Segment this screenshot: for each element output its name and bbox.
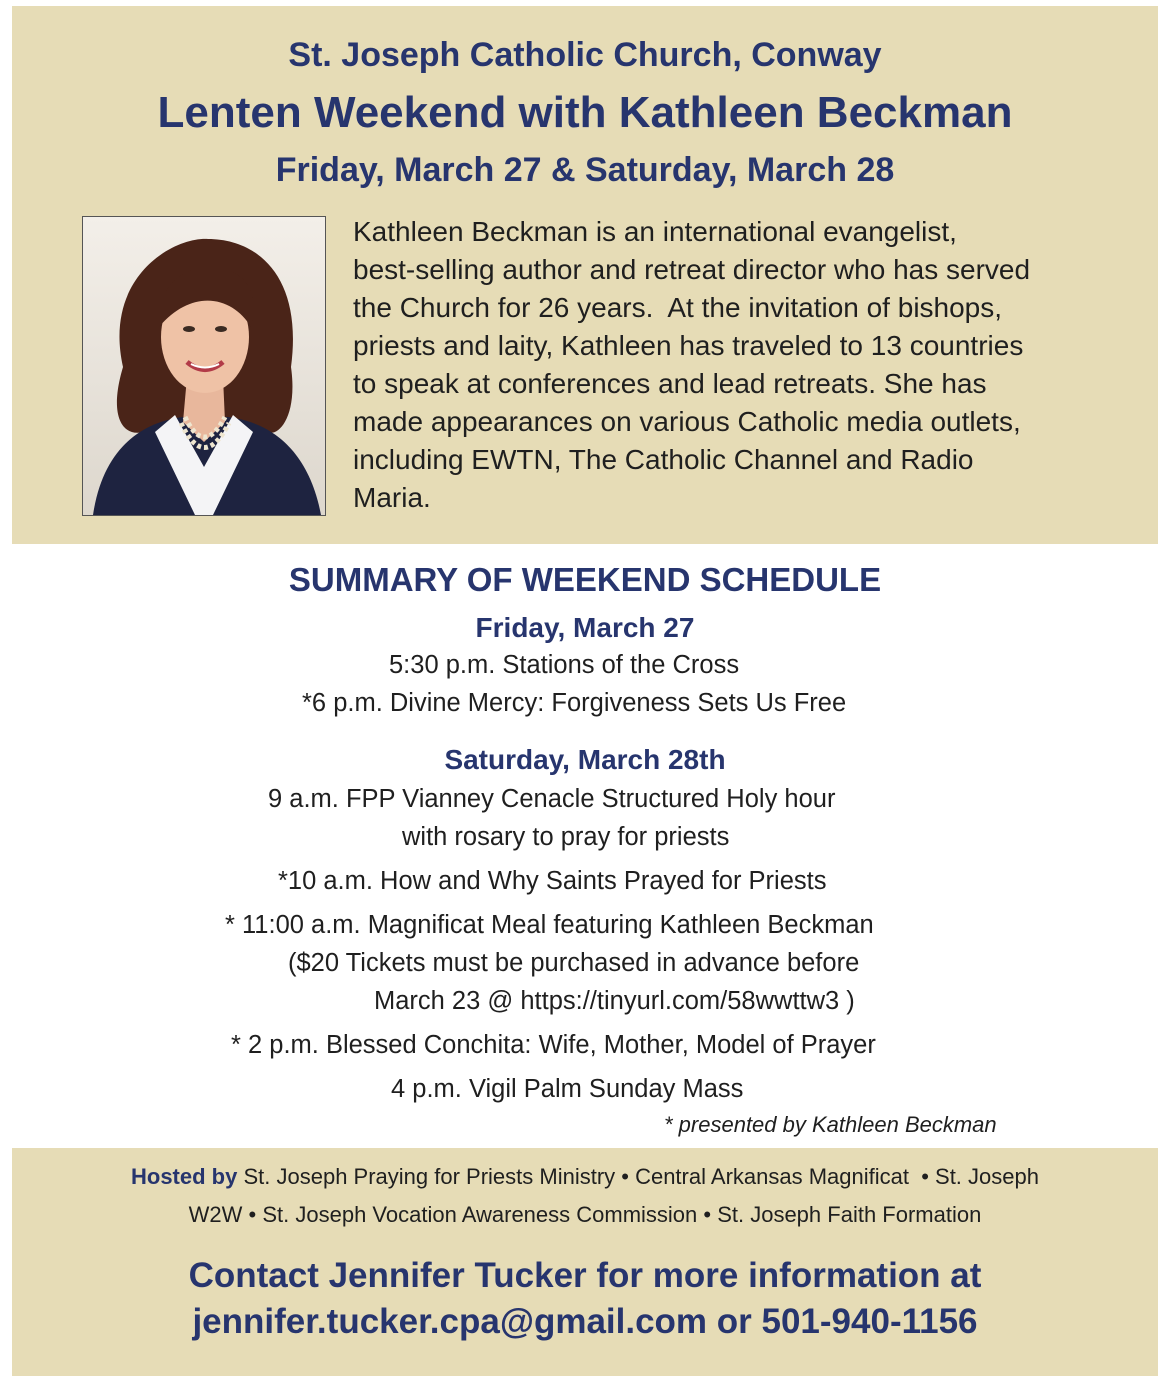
schedule-item: 5:30 p.m. Stations of the Cross bbox=[389, 651, 740, 679]
bio-line: Maria. bbox=[353, 482, 431, 513]
footer-panel bbox=[12, 1148, 1158, 1376]
schedule-item: ($20 Tickets must be purchased in advance before bbox=[288, 949, 860, 977]
schedule-item: *6 p.m. Divine Mercy: Forgiveness Sets Us Free bbox=[302, 689, 847, 717]
bio-line: made appearances on various Catholic media outlets, bbox=[353, 406, 1021, 437]
presenter-footnote: * presented by Kathleen Beckman bbox=[664, 1112, 997, 1137]
church-name: St. Joseph Catholic Church, Conway bbox=[288, 36, 882, 74]
schedule-item: with rosary to pray for priests bbox=[402, 823, 730, 851]
bio-line: priests and laity, Kathleen has traveled to 13 countries bbox=[353, 330, 1024, 361]
bio-line: best-selling author and retreat director who has served bbox=[353, 254, 1031, 285]
schedule-title: SUMMARY OF WEEKEND SCHEDULE bbox=[288, 561, 882, 598]
schedule-item: March 23 @ https://tinyurl.com/58wwttw3 ) bbox=[374, 987, 855, 1015]
contact-email-phone[interactable]: jennifer.tucker.cpa@gmail.com or 501-940-1156 bbox=[192, 1302, 978, 1341]
event-title: Lenten Weekend with Kathleen Beckman bbox=[157, 88, 1013, 137]
flyer bbox=[12, 6, 1158, 1376]
schedule-item: * 2 p.m. Blessed Conchita: Wife, Mother, Model of Prayer bbox=[231, 1031, 876, 1059]
speaker-photo bbox=[82, 216, 326, 516]
schedule-item: * 11:00 a.m. Magnificat Meal featuring Kathleen Beckman bbox=[225, 911, 874, 939]
bio-line: Kathleen Beckman is an international evangelist, bbox=[353, 216, 957, 247]
bio-line: including EWTN, The Catholic Channel and Radio bbox=[353, 444, 974, 475]
speaker-bio bbox=[353, 213, 1143, 517]
hosted-by-line-1 bbox=[12, 1164, 1158, 1190]
schedule-item: 9 a.m. FPP Vianney Cenacle Structured Holy hour bbox=[268, 785, 836, 813]
bio-line: to speak at conferences and lead retreats. She has bbox=[353, 368, 987, 399]
saturday-heading: Saturday, March 28th bbox=[444, 744, 726, 775]
hosted-by-label: Hosted by bbox=[131, 1164, 238, 1189]
schedule-item: 4 p.m. Vigil Palm Sunday Mass bbox=[391, 1075, 744, 1103]
contact-line-1: Contact Jennifer Tucker for more information at bbox=[188, 1256, 982, 1295]
schedule-item: *10 a.m. How and Why Saints Prayed for Priests bbox=[278, 867, 827, 895]
header-panel bbox=[12, 6, 1158, 544]
speaker-portrait-image bbox=[83, 217, 325, 515]
bio-line: the Church for 26 years. At the invitation of bishops, bbox=[353, 292, 1003, 323]
friday-heading: Friday, March 27 bbox=[475, 612, 695, 643]
hosted-by-line-2: W2W • St. Joseph Vocation Awareness Commission • St. Joseph Faith Formation bbox=[188, 1202, 982, 1227]
event-dates: Friday, March 27 & Saturday, March 28 bbox=[275, 151, 895, 189]
hosted-by-organizations: St. Joseph Praying for Priests Ministry • Central Arkansas Magnificat • St. Joseph bbox=[237, 1164, 1039, 1189]
